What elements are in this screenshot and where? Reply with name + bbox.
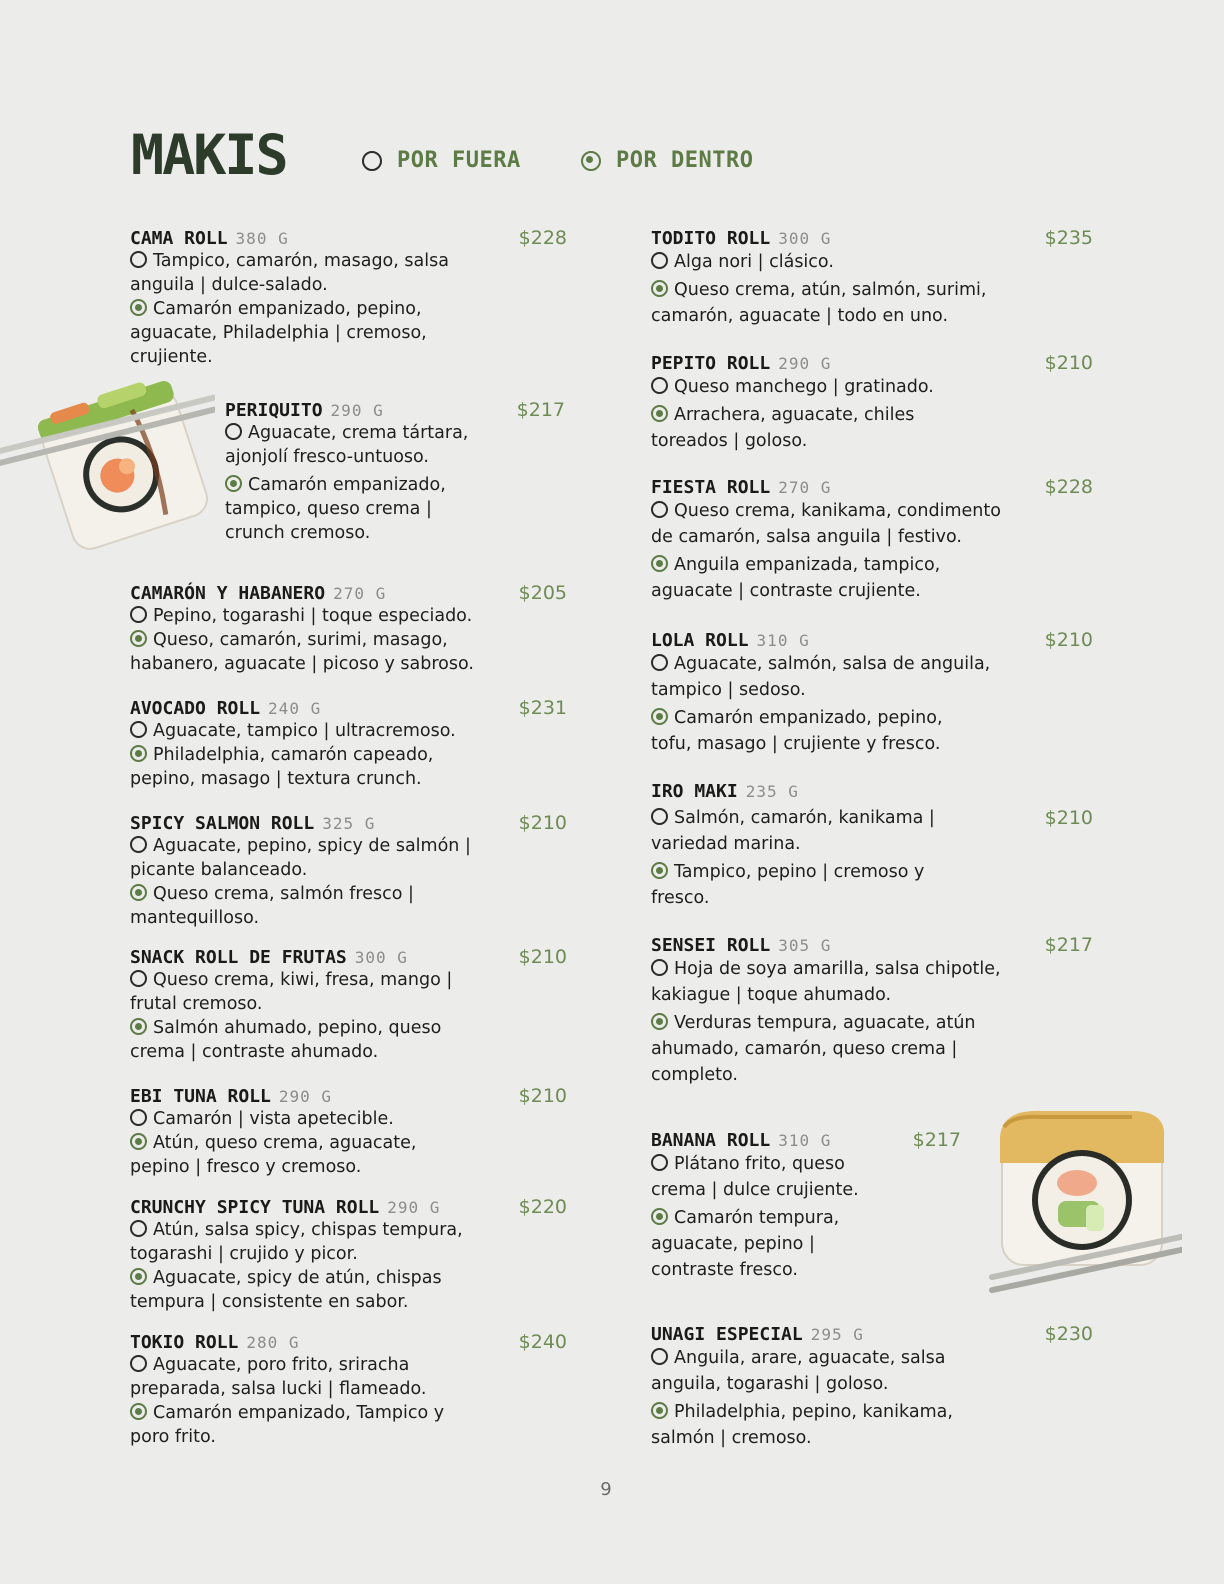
item-outside: Anguila, arare, aguacate, salsa anguila, togarashi | goloso. [651, 1348, 946, 1394]
page-title: MAKIS [131, 123, 287, 187]
item-name: CAMARÓN Y HABANERO [130, 583, 326, 604]
item-price: $210 [518, 1085, 567, 1107]
filled-circle-icon [651, 862, 668, 879]
item-inside: Queso, camarón, surimi, masago, habanero, aguacate | picoso y sabroso. [130, 630, 474, 674]
item-weight: 270 G [778, 478, 832, 497]
item-weight: 240 G [268, 699, 322, 718]
item-outside: Tampico, camarón, masago, salsa anguila | dulce-salado. [130, 251, 449, 295]
menu-item [130, 812, 567, 930]
item-weight: 235 G [745, 782, 799, 801]
empty-circle-icon [651, 808, 668, 825]
item-price: $230 [1044, 1323, 1093, 1345]
filled-circle-icon [651, 555, 668, 572]
legend-outside-label: POR FUERA [397, 148, 521, 173]
item-inside: Atún, queso crema, aguacate, pepino | fresco y cremoso. [130, 1133, 417, 1177]
filled-circle-icon [651, 708, 668, 725]
filled-circle-icon [130, 745, 147, 762]
item-outside: Aguacate, poro frito, sriracha preparada, salsa lucki | flameado. [130, 1355, 427, 1399]
item-weight: 300 G [778, 229, 832, 248]
filled-circle-icon [651, 280, 668, 297]
item-weight: 295 G [810, 1325, 864, 1344]
item-price: $210 [1044, 807, 1093, 829]
item-weight: 290 G [278, 1087, 333, 1106]
item-name: SNACK ROLL DE FRUTAS [130, 947, 347, 968]
empty-circle-icon [225, 423, 242, 440]
empty-circle-icon [651, 377, 668, 394]
menu-item [651, 781, 1093, 911]
item-outside: Hoja de soya amarilla, salsa chipotle, kakiague | toque ahumado. [651, 959, 1001, 1005]
item-inside: Anguila empanizada, tampico, aguacate | contraste crujiente. [651, 555, 941, 601]
item-inside: Tampico, pepino | cremoso y fresco. [651, 862, 925, 908]
item-name: CRUNCHY SPICY TUNA ROLL [130, 1197, 380, 1218]
menu-item [651, 629, 1093, 757]
item-inside: Camarón empanizado, pepino, aguacate, Philadelphia | cremoso, crujiente. [130, 299, 427, 367]
legend-inside-label: POR DENTRO [616, 148, 754, 173]
item-price: $210 [518, 812, 567, 834]
item-price: $217 [912, 1129, 961, 1151]
empty-circle-icon [651, 252, 668, 269]
legend-outside [362, 148, 521, 173]
item-price: $210 [1044, 629, 1093, 651]
item-outside: Aguacate, crema tártara, ajonjolí fresco-untuoso. [225, 423, 469, 467]
item-price: $220 [518, 1196, 567, 1218]
item-inside: Camarón tempura, aguacate, pepino | contraste fresco. [651, 1208, 840, 1280]
item-inside: Arrachera, aguacate, chiles toreados | goloso. [651, 405, 915, 451]
item-inside: Philadelphia, camarón capeado, pepino, masago | textura crunch. [130, 745, 434, 789]
menu-item [651, 1129, 961, 1283]
item-name: AVOCADO ROLL [130, 698, 261, 719]
item-name: TOKIO ROLL [130, 1332, 239, 1353]
sushi-chopsticks-image [0, 375, 215, 565]
item-outside: Camarón | vista apetecible. [153, 1109, 394, 1129]
menu-item [130, 1196, 567, 1314]
menu-item [651, 476, 1093, 604]
item-outside: Alga nori | clásico. [674, 252, 834, 272]
item-weight: 290 G [330, 401, 384, 420]
empty-circle-icon [651, 959, 668, 976]
item-weight: 280 G [246, 1333, 300, 1352]
item-weight: 380 G [235, 229, 289, 248]
menu-item [225, 399, 565, 545]
item-name: BANANA ROLL [651, 1130, 771, 1151]
filled-circle-icon [130, 1018, 147, 1035]
item-weight: 290 G [778, 354, 832, 373]
item-weight: 270 G [333, 584, 387, 603]
item-inside: Camarón empanizado, pepino, tofu, masago | crujiente y fresco. [651, 708, 943, 754]
empty-circle-icon [130, 1220, 147, 1237]
item-name: LOLA ROLL [651, 630, 749, 651]
item-outside: Queso manchego | gratinado. [674, 377, 934, 397]
item-name: UNAGI ESPECIAL [651, 1324, 803, 1345]
item-outside: Aguacate, salmón, salsa de anguila, tampico | sedoso. [651, 654, 991, 700]
item-inside: Camarón empanizado, Tampico y poro frito. [130, 1403, 445, 1447]
item-outside: Queso crema, kanikama, condimento de camarón, salsa anguila | festivo. [651, 501, 1001, 547]
item-price: $217 [1044, 934, 1093, 956]
menu-item [130, 227, 567, 369]
item-price: $205 [518, 582, 567, 604]
item-weight: 290 G [387, 1198, 441, 1217]
menu-item [651, 934, 1093, 1088]
item-name: PEPITO ROLL [651, 353, 771, 374]
empty-circle-icon [130, 970, 147, 987]
item-name: SENSEI ROLL [651, 935, 771, 956]
empty-circle-icon [130, 1109, 147, 1126]
filled-circle-icon [651, 1208, 668, 1225]
item-inside: Salmón ahumado, pepino, queso crema | contraste ahumado. [130, 1018, 442, 1062]
item-name: SPICY SALMON ROLL [130, 813, 315, 834]
sushi-roll-image [982, 1105, 1182, 1300]
item-outside: Plátano frito, queso crema | dulce crujiente. [651, 1154, 859, 1200]
empty-circle-icon [130, 251, 147, 268]
menu-item [130, 1085, 567, 1179]
item-outside: Atún, salsa spicy, chispas tempura, togarashi | crujido y picor. [130, 1220, 463, 1264]
item-weight: 310 G [778, 1131, 832, 1150]
menu-item [130, 946, 567, 1064]
empty-circle-icon [362, 151, 382, 171]
item-price: $235 [1044, 227, 1093, 249]
item-inside: Queso crema, salmón fresco | mantequilloso. [130, 884, 414, 928]
empty-circle-icon [130, 721, 147, 738]
filled-circle-icon [130, 884, 147, 901]
empty-circle-icon [130, 836, 147, 853]
filled-circle-icon [651, 1013, 668, 1030]
filled-circle-icon [651, 1402, 668, 1419]
empty-circle-icon [651, 654, 668, 671]
item-inside: Verduras tempura, aguacate, atún ahumado, camarón, queso crema | completo. [651, 1013, 976, 1085]
item-name: CAMA ROLL [130, 228, 228, 249]
item-name: EBI TUNA ROLL [130, 1086, 271, 1107]
filled-circle-icon [130, 1403, 147, 1420]
item-inside: Queso crema, atún, salmón, surimi, camarón, aguacate | todo en uno. [651, 280, 987, 326]
item-name: PERIQUITO [225, 400, 323, 421]
filled-circle-icon [651, 405, 668, 422]
item-price: $231 [518, 697, 567, 719]
legend-inside [581, 148, 753, 173]
filled-circle-icon [581, 151, 601, 171]
menu-item [651, 1323, 1093, 1451]
item-outside: Aguacate, tampico | ultracremoso. [153, 721, 456, 741]
empty-circle-icon [130, 1355, 147, 1372]
item-outside: Salmón, camarón, kanikama | variedad marina. [651, 808, 935, 854]
item-price: $217 [516, 399, 565, 421]
menu-item [130, 697, 567, 791]
menu-item [651, 227, 1093, 329]
item-inside: Camarón empanizado, tampico, queso crema | crunch cremoso. [225, 475, 446, 543]
item-price: $210 [1044, 352, 1093, 374]
item-price: $240 [518, 1331, 567, 1353]
item-outside: Aguacate, pepino, spicy de salmón | picante balanceado. [130, 836, 471, 880]
item-price: $228 [518, 227, 567, 249]
item-outside: Pepino, togarashi | toque especiado. [153, 606, 473, 626]
item-name: TODITO ROLL [651, 228, 771, 249]
menu-item [130, 582, 567, 676]
item-name: FIESTA ROLL [651, 477, 771, 498]
item-weight: 300 G [354, 948, 408, 967]
item-inside: Philadelphia, pepino, kanikama, salmón | cremoso. [651, 1402, 953, 1448]
filled-circle-icon [130, 630, 147, 647]
empty-circle-icon [651, 1348, 668, 1365]
filled-circle-icon [225, 475, 242, 492]
empty-circle-icon [651, 501, 668, 518]
item-weight: 305 G [778, 936, 832, 955]
filled-circle-icon [130, 1133, 147, 1150]
menu-item [651, 352, 1093, 454]
item-weight: 310 G [756, 631, 810, 650]
item-price: $210 [518, 946, 567, 968]
item-outside: Queso crema, kiwi, fresa, mango | frutal cremoso. [130, 970, 453, 1014]
empty-circle-icon [651, 1154, 668, 1171]
filled-circle-icon [130, 1268, 147, 1285]
empty-circle-icon [130, 606, 147, 623]
item-inside: Aguacate, spicy de atún, chispas tempura | consistente en sabor. [130, 1268, 442, 1312]
page-number: 9 [600, 1479, 612, 1500]
item-price: $228 [1044, 476, 1093, 498]
item-name: IRO MAKI [651, 781, 738, 802]
item-weight: 325 G [322, 814, 376, 833]
menu-item [130, 1331, 567, 1449]
filled-circle-icon [130, 299, 147, 316]
